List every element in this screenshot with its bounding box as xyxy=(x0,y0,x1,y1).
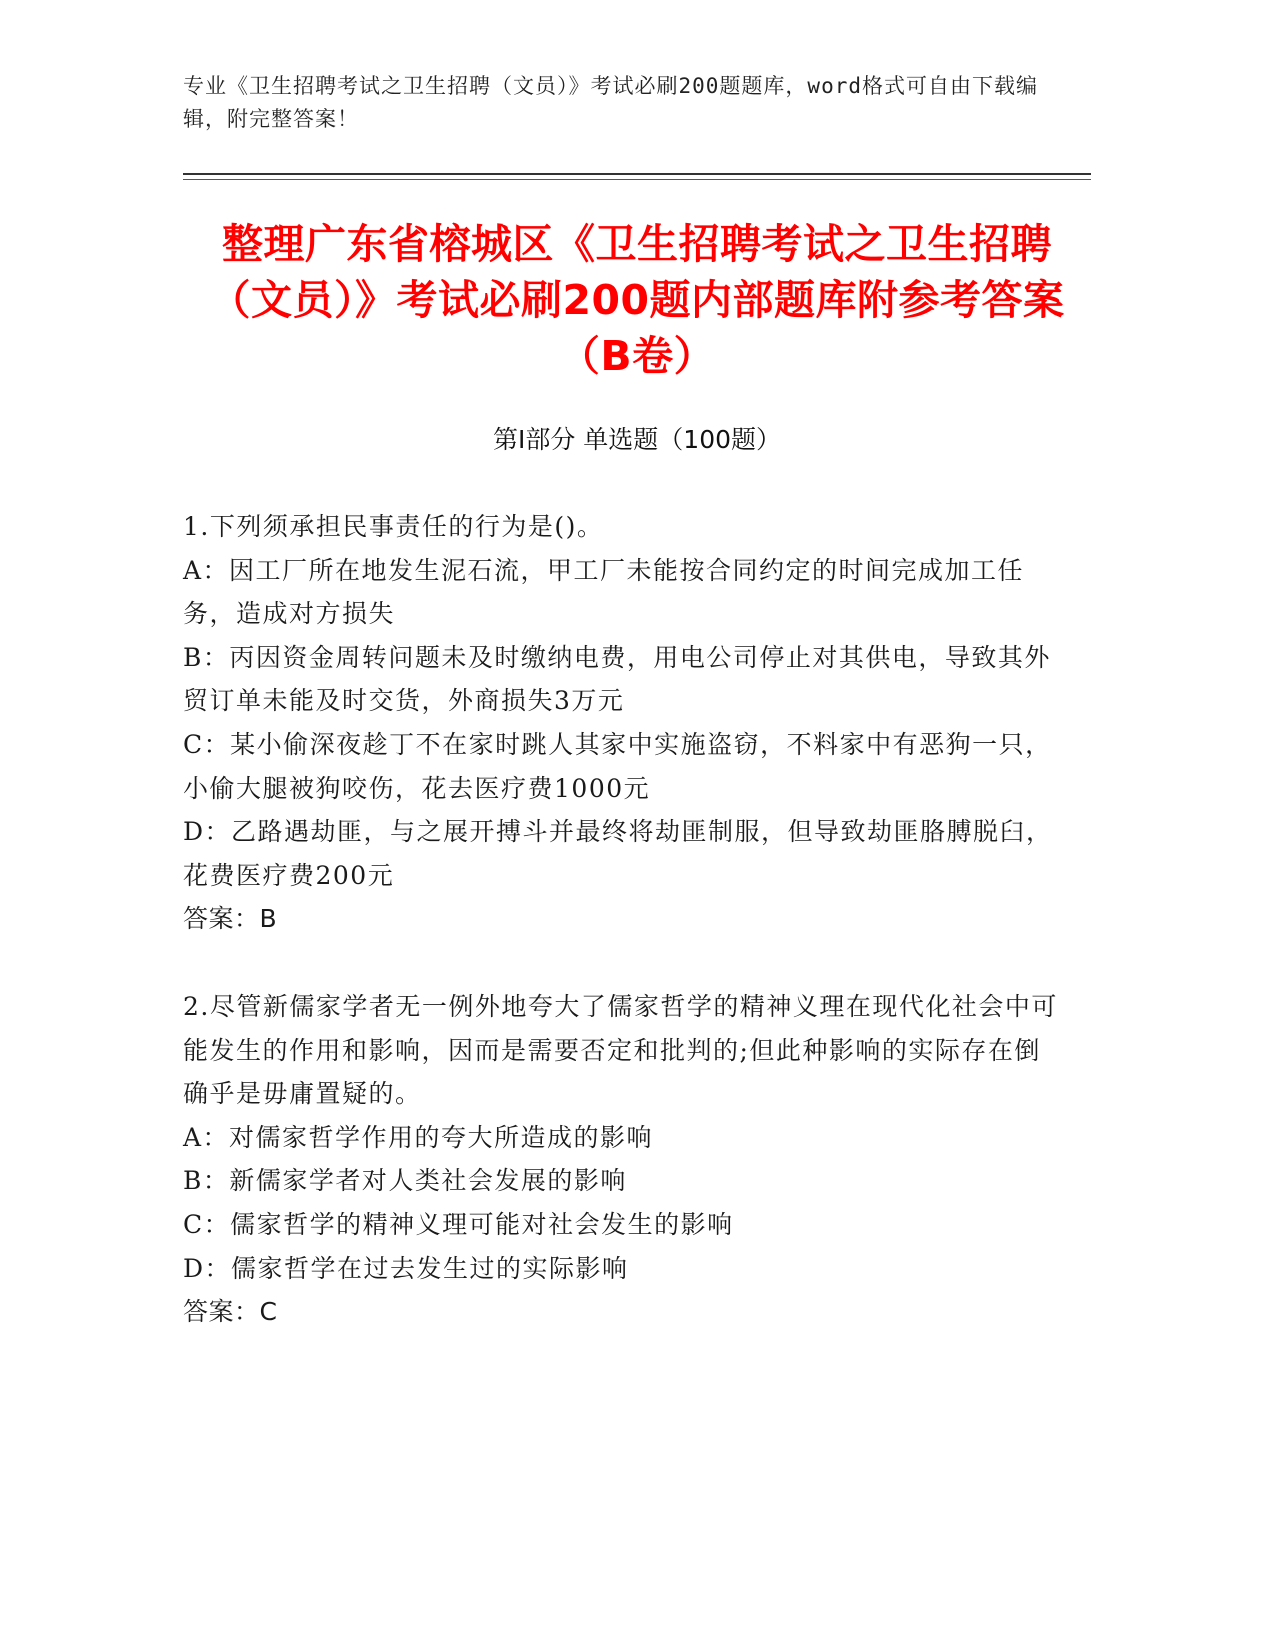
option-c: C：某小偷深夜趁丁不在家时跳人其家中实施盗窃，不料家中有恶狗一只，小偷大腿被狗咬伤，花去医疗费1000元 xyxy=(183,729,1052,803)
option-a: A：对儒家哲学作用的夸大所造成的影响 xyxy=(183,1122,654,1152)
answer: 答案：B xyxy=(183,904,278,934)
header-divider-thick xyxy=(183,173,1091,175)
header-divider-thin xyxy=(183,179,1091,180)
question-stem: 1.下列须承担民事责任的行为是()。 xyxy=(183,512,604,541)
question-1 xyxy=(183,505,1063,941)
header-note: 专业《卫生招聘考试之卫生招聘（文员）》考试必刷200题题库，word格式可自由下载编辑，附完整答案！ xyxy=(183,74,1038,131)
document-title: 整理广东省榕城区《卫生招聘考试之卫生招聘（文员）》考试必刷200题内部题库附参考答案（B卷） xyxy=(209,220,1065,380)
option-b: B：丙因资金周转问题未及时缴纳电费，用电公司停止对其供电，导致其外贸订单未能及时交货，外商损失3万元 xyxy=(183,642,1051,716)
question-stem: 2.尽管新儒家学者无一例外地夸大了儒家哲学的精神义理在现代化社会中可能发生的作用和影响，因而是需要否定和批判的;但此种影响的实际存在倒确乎是毋庸置疑的。 xyxy=(183,991,1058,1109)
option-a: A：因工厂所在地发生泥石流，甲工厂未能按合同约定的时间完成加工任务，造成对方损失 xyxy=(183,555,1025,629)
option-d: D：乙路遇劫匪，与之展开搏斗并最终将劫匪制服，但导致劫匪胳膊脱臼，花费医疗费200元 xyxy=(183,817,1053,890)
question-2 xyxy=(183,985,1063,1334)
section-title: 第I部分 单选题（100题） xyxy=(492,425,782,454)
option-c: C：儒家哲学的精神义理可能对社会发生的影响 xyxy=(183,1209,734,1239)
option-b: B：新儒家学者对人类社会发展的影响 xyxy=(183,1166,627,1196)
option-d: D：儒家哲学在过去发生过的实际影响 xyxy=(183,1253,629,1283)
question-list xyxy=(183,505,1063,1334)
answer: 答案：C xyxy=(183,1297,278,1327)
